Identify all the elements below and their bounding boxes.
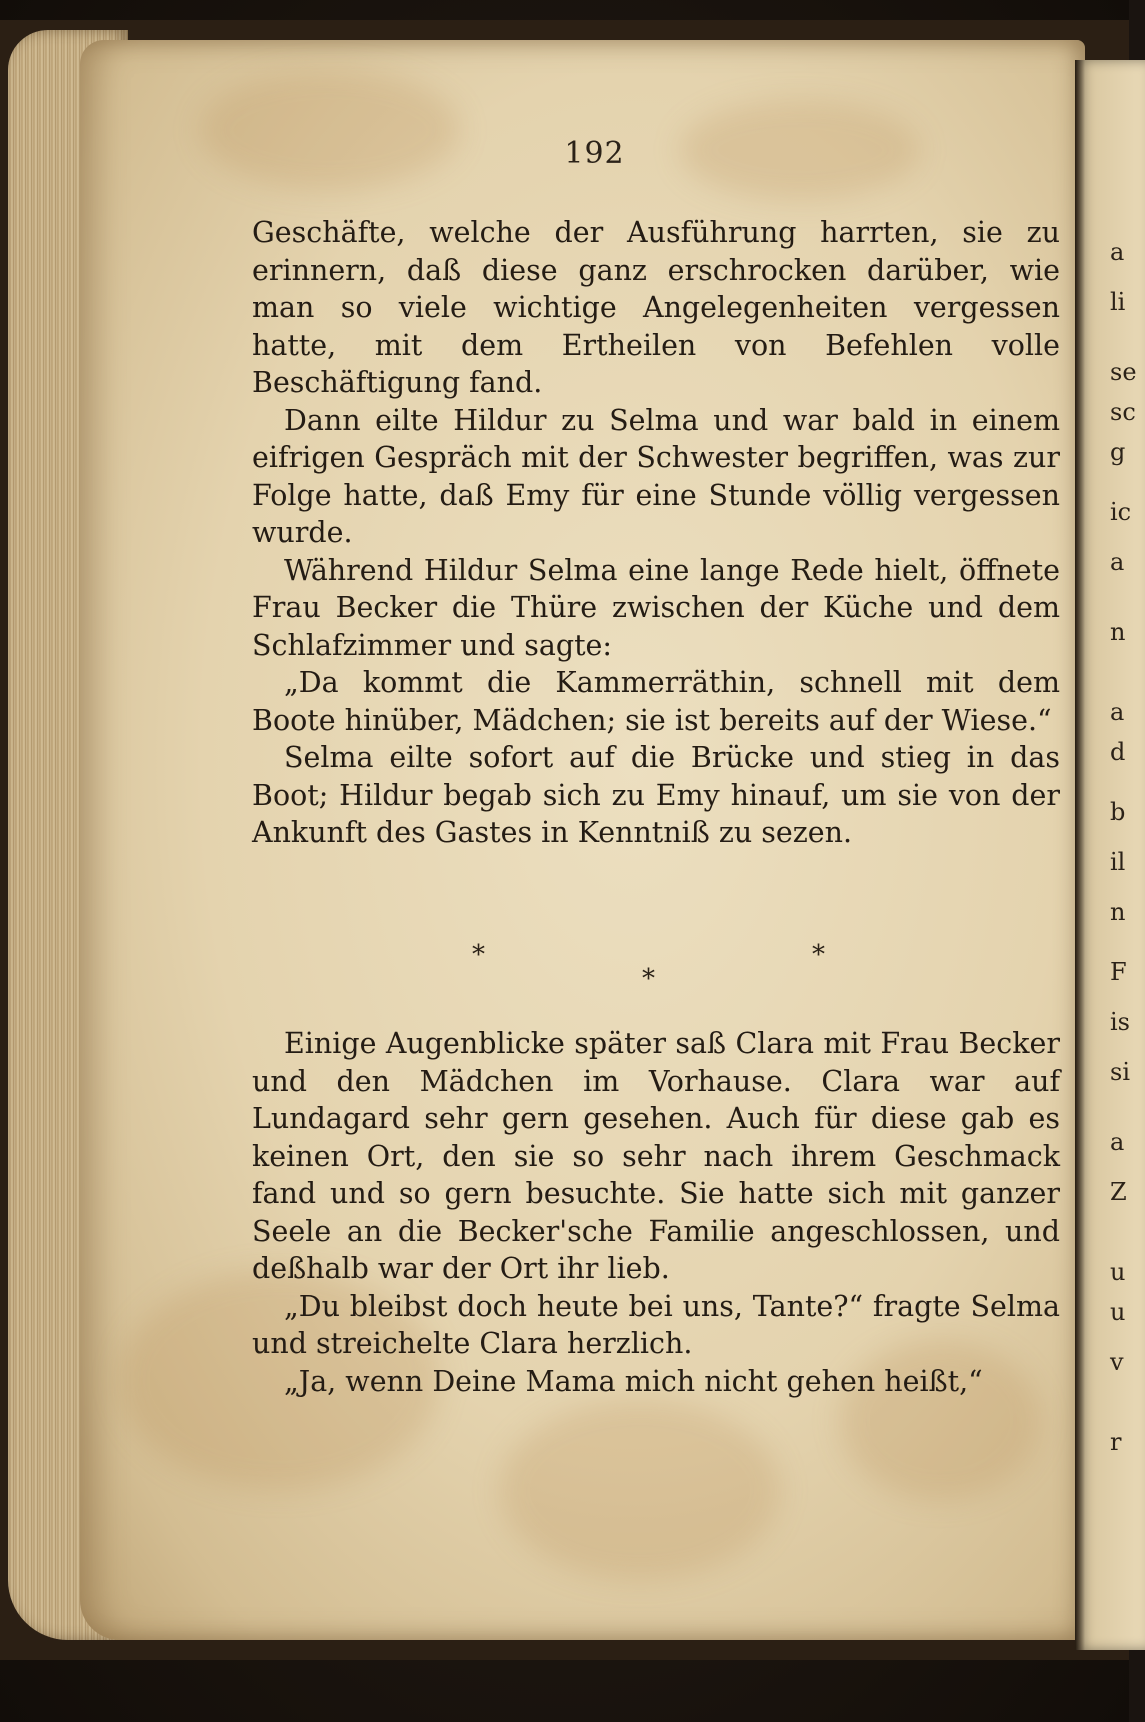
divider-asterisk-left: * bbox=[472, 940, 485, 970]
next-page-fragment: b bbox=[1110, 798, 1126, 826]
next-page-fragment: Z bbox=[1110, 1178, 1127, 1206]
paragraph: Einige Augenblicke später saß Clara mit Frau Becker und den Mädchen im Vorhause. Clara war auf Lundagard sehr gern gesehen. Auch für diese gab es keinen Ort, den sie so sehr nach ihrem Geschmack fand und so gern besuchte. Sie hatte sich mit ganzer Seele an die Becker'sche Familie angeschlossen, und deßhalb war der Ort ihr lieb. bbox=[252, 1027, 1060, 1285]
next-page-fragment: v bbox=[1110, 1348, 1124, 1376]
next-page-fragment: li bbox=[1110, 288, 1126, 316]
next-page-fragment: g bbox=[1110, 438, 1126, 466]
next-page-fragment: a bbox=[1110, 548, 1125, 576]
next-page-fragment: n bbox=[1110, 618, 1126, 646]
next-page-fragment: F bbox=[1110, 958, 1127, 986]
next-page-fragment: a bbox=[1110, 1128, 1125, 1156]
next-page-fragment: n bbox=[1110, 898, 1126, 926]
text-section-one bbox=[252, 214, 1060, 852]
paragraph: „Ja, wenn Deine Mama mich nicht gehen heißt,“ bbox=[284, 1364, 983, 1398]
paper-stain bbox=[200, 70, 460, 190]
section-divider bbox=[252, 940, 1060, 1000]
paper-stain bbox=[500, 1400, 780, 1580]
paragraph: Dann eilte Hildur zu Selma und war bald in einem eifrigen Gespräch mit der Schwester begriffen, was zur Folge hatte, daß Emy für eine Stunde völlig vergessen wurde. bbox=[252, 403, 1060, 549]
paragraph: Selma eilte sofort auf die Brücke und stieg in das Boot; Hildur begab sich zu Emy hinauf, um sie von der Ankunft des Gastes in Kenntniß zu sezen. bbox=[252, 741, 1060, 849]
next-page-fragment: sc bbox=[1110, 398, 1136, 426]
paragraph: „Da kommt die Kammerräthin, schnell mit dem Boote hinüber, Mädchen; sie ist bereits auf der Wiese.“ bbox=[252, 666, 1060, 737]
text-section-two bbox=[252, 1025, 1060, 1400]
next-page-fragment: d bbox=[1110, 738, 1126, 766]
next-page-fragment: u bbox=[1110, 1258, 1126, 1286]
next-page-fragment: se bbox=[1110, 358, 1137, 386]
next-page-fragment: a bbox=[1110, 238, 1125, 266]
divider-asterisk-center: * bbox=[642, 964, 655, 994]
next-page-fragment: u bbox=[1110, 1298, 1126, 1326]
next-page-fragment: il bbox=[1110, 848, 1126, 876]
paragraph: „Du bleibst doch heute bei uns, Tante?“ fragte Selma und streichelte Clara herzlich. bbox=[252, 1289, 1060, 1360]
next-page-fragment: a bbox=[1110, 698, 1125, 726]
next-page-fragment: si bbox=[1110, 1058, 1130, 1086]
next-page-fragment: r bbox=[1110, 1428, 1122, 1456]
paragraph: Während Hildur Selma eine lange Rede hielt, öffnete Frau Becker die Thüre zwischen der Küche und dem Schlafzimmer und sagte: bbox=[252, 553, 1060, 662]
paragraph: Geschäfte, welche der Ausführung harrten, sie zu erinnern, daß diese ganz erschrocken darüber, wie man so viele wichtige Angelegenheiten vergessen hatte, mit dem Ertheilen von Befehlen volle Beschäftigung fand. bbox=[252, 216, 1060, 399]
page-number: 192 bbox=[564, 136, 625, 171]
next-page-fragment: is bbox=[1110, 1008, 1130, 1036]
divider-asterisk-right: * bbox=[812, 940, 825, 970]
next-page-fragment: ic bbox=[1110, 498, 1132, 526]
